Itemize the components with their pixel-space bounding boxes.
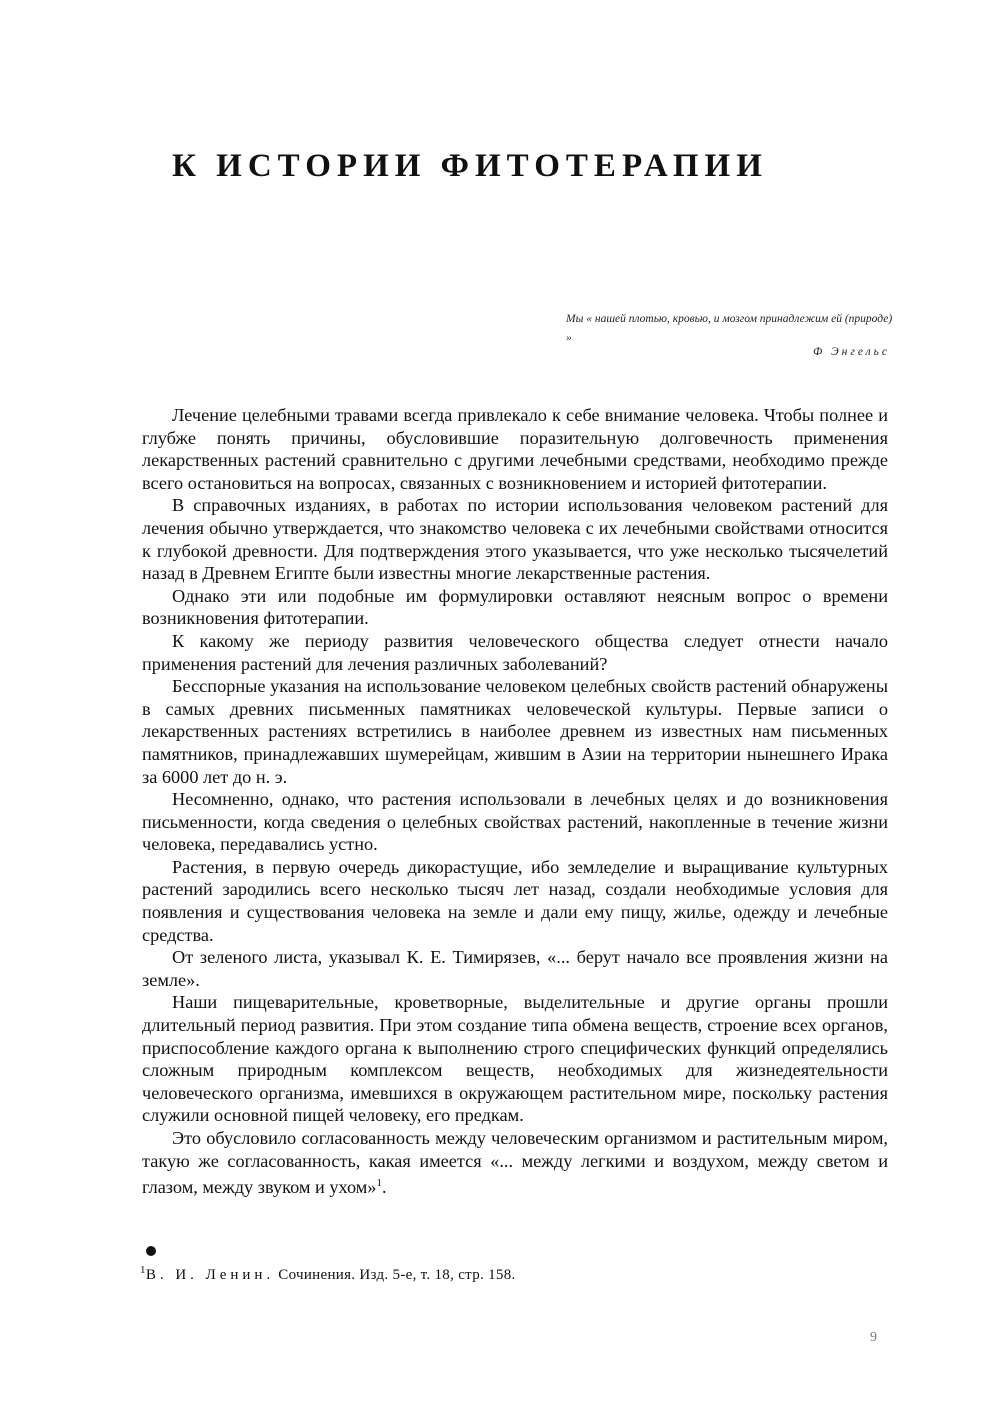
footnote-reference: 1 [376, 1177, 382, 1190]
bullet-dot-icon [146, 1246, 156, 1256]
paragraph: Лечение целебными травами всегда привлекало к себе внимание человека. Чтобы полнее и глубже понять причины, обусловившие поразительную долговечность применения лекарственных растений сравнительно с другими лечебными средствами, необходимо прежде всего остановиться на вопросах, связанных с возникновением и историей фитотерапии. [142, 405, 888, 493]
paragraph: В справочных изданиях, в работах по истории использования человеком растений для лечения обычно утверждается, что знакомство человека с их лечебными свойствами относится к глубокой древности. Для подтверждения этого указывается, что уже несколько тысячелетий назад в Древнем Египте были известны многие лекарственные растения. [142, 495, 888, 584]
epigraph-author: Ф Энгельс [812, 346, 890, 358]
page-number: 9 [870, 1330, 877, 1345]
paragraph-text: Это обусловило согласованность между человеческим организмом и растительным миром, такую же согласованность, какая имеется «... между легкими и воздухом, между светом и глазом, между звуком и ухом» [142, 1128, 888, 1198]
footnote-citation: Сочинения. Изд. 5-е, т. 18, стр. 158. [278, 1267, 516, 1283]
article-body [142, 404, 888, 1199]
paragraph: Однако эти или подобные им формулировки оставляют неясным вопрос о времени возникновения фитотерапии. [142, 585, 888, 629]
paragraph: Бесспорные указания на использование человеком целебных свойств растений обнаружены в самых древних письменных памятниках человеческой культуры. Первые записи о лекарственных растениях встретились в наиболее древнем из известных нам письменных памятников, принадлежавших шумерейцам, жившим в Азии на территории нынешнего Ирака за 6000 лет до н. э. [142, 676, 888, 787]
paragraph: Растения, в первую очередь дикорастущие, ибо земледелие и выращивание культурных растений зародились всего несколько тысяч лет назад, создали необходимые условия для появления и существования человека на земле и дали ему пищу, жилье, одежду и лечебные средства. [142, 856, 888, 945]
footnote [140, 1264, 516, 1284]
paragraph: От зеленого листа, указывал К. Е. Тимирязев, «... берут начало все проявления жизни на земле». [142, 947, 888, 990]
footnote-marker: 1 [140, 1264, 146, 1276]
footnote-author: В. И. Ленин. [145, 1267, 275, 1283]
paragraph-last: Это обусловило согласованность между человеческим организмом и растительным миром, такую же согласованность, какая имеется «... между легкими и воздухом, между светом и глазом, между звуком и ухом»$^1$. [142, 1128, 888, 1198]
paragraph: Несомненно, однако, что растения использовали в лечебных целях и до возникновения письменности, когда сведения о целебных свойствах растений, накопленные в течение жизни человека, передавались устно. [142, 789, 888, 855]
paragraph: Наши пищеварительные, кроветворные, выделительные и другие органы прошли длительный период развития. При этом создание типа обмена веществ, строение всех органов, приспособление каждого органа к выполнению строго специфических функций определялись сложным природным комплексом веществ, необходимых для жизнедеятельности человеческого организма, имевшихся в окружающем растительном мире, поскольку растения служили основной пищей человеку, его предкам. [142, 992, 888, 1126]
paragraph: К какому же периоду развития человеческого общества следует отнести начало применения растений для лечения различных заболеваний? [142, 630, 888, 674]
epigraph-quote: Мы « нашей плотью, кровью, и мозгом принадлежим ей (природе) » [566, 313, 893, 344]
page-title: К ИСТОРИИ ФИТОТЕРАПИИ [172, 148, 768, 184]
